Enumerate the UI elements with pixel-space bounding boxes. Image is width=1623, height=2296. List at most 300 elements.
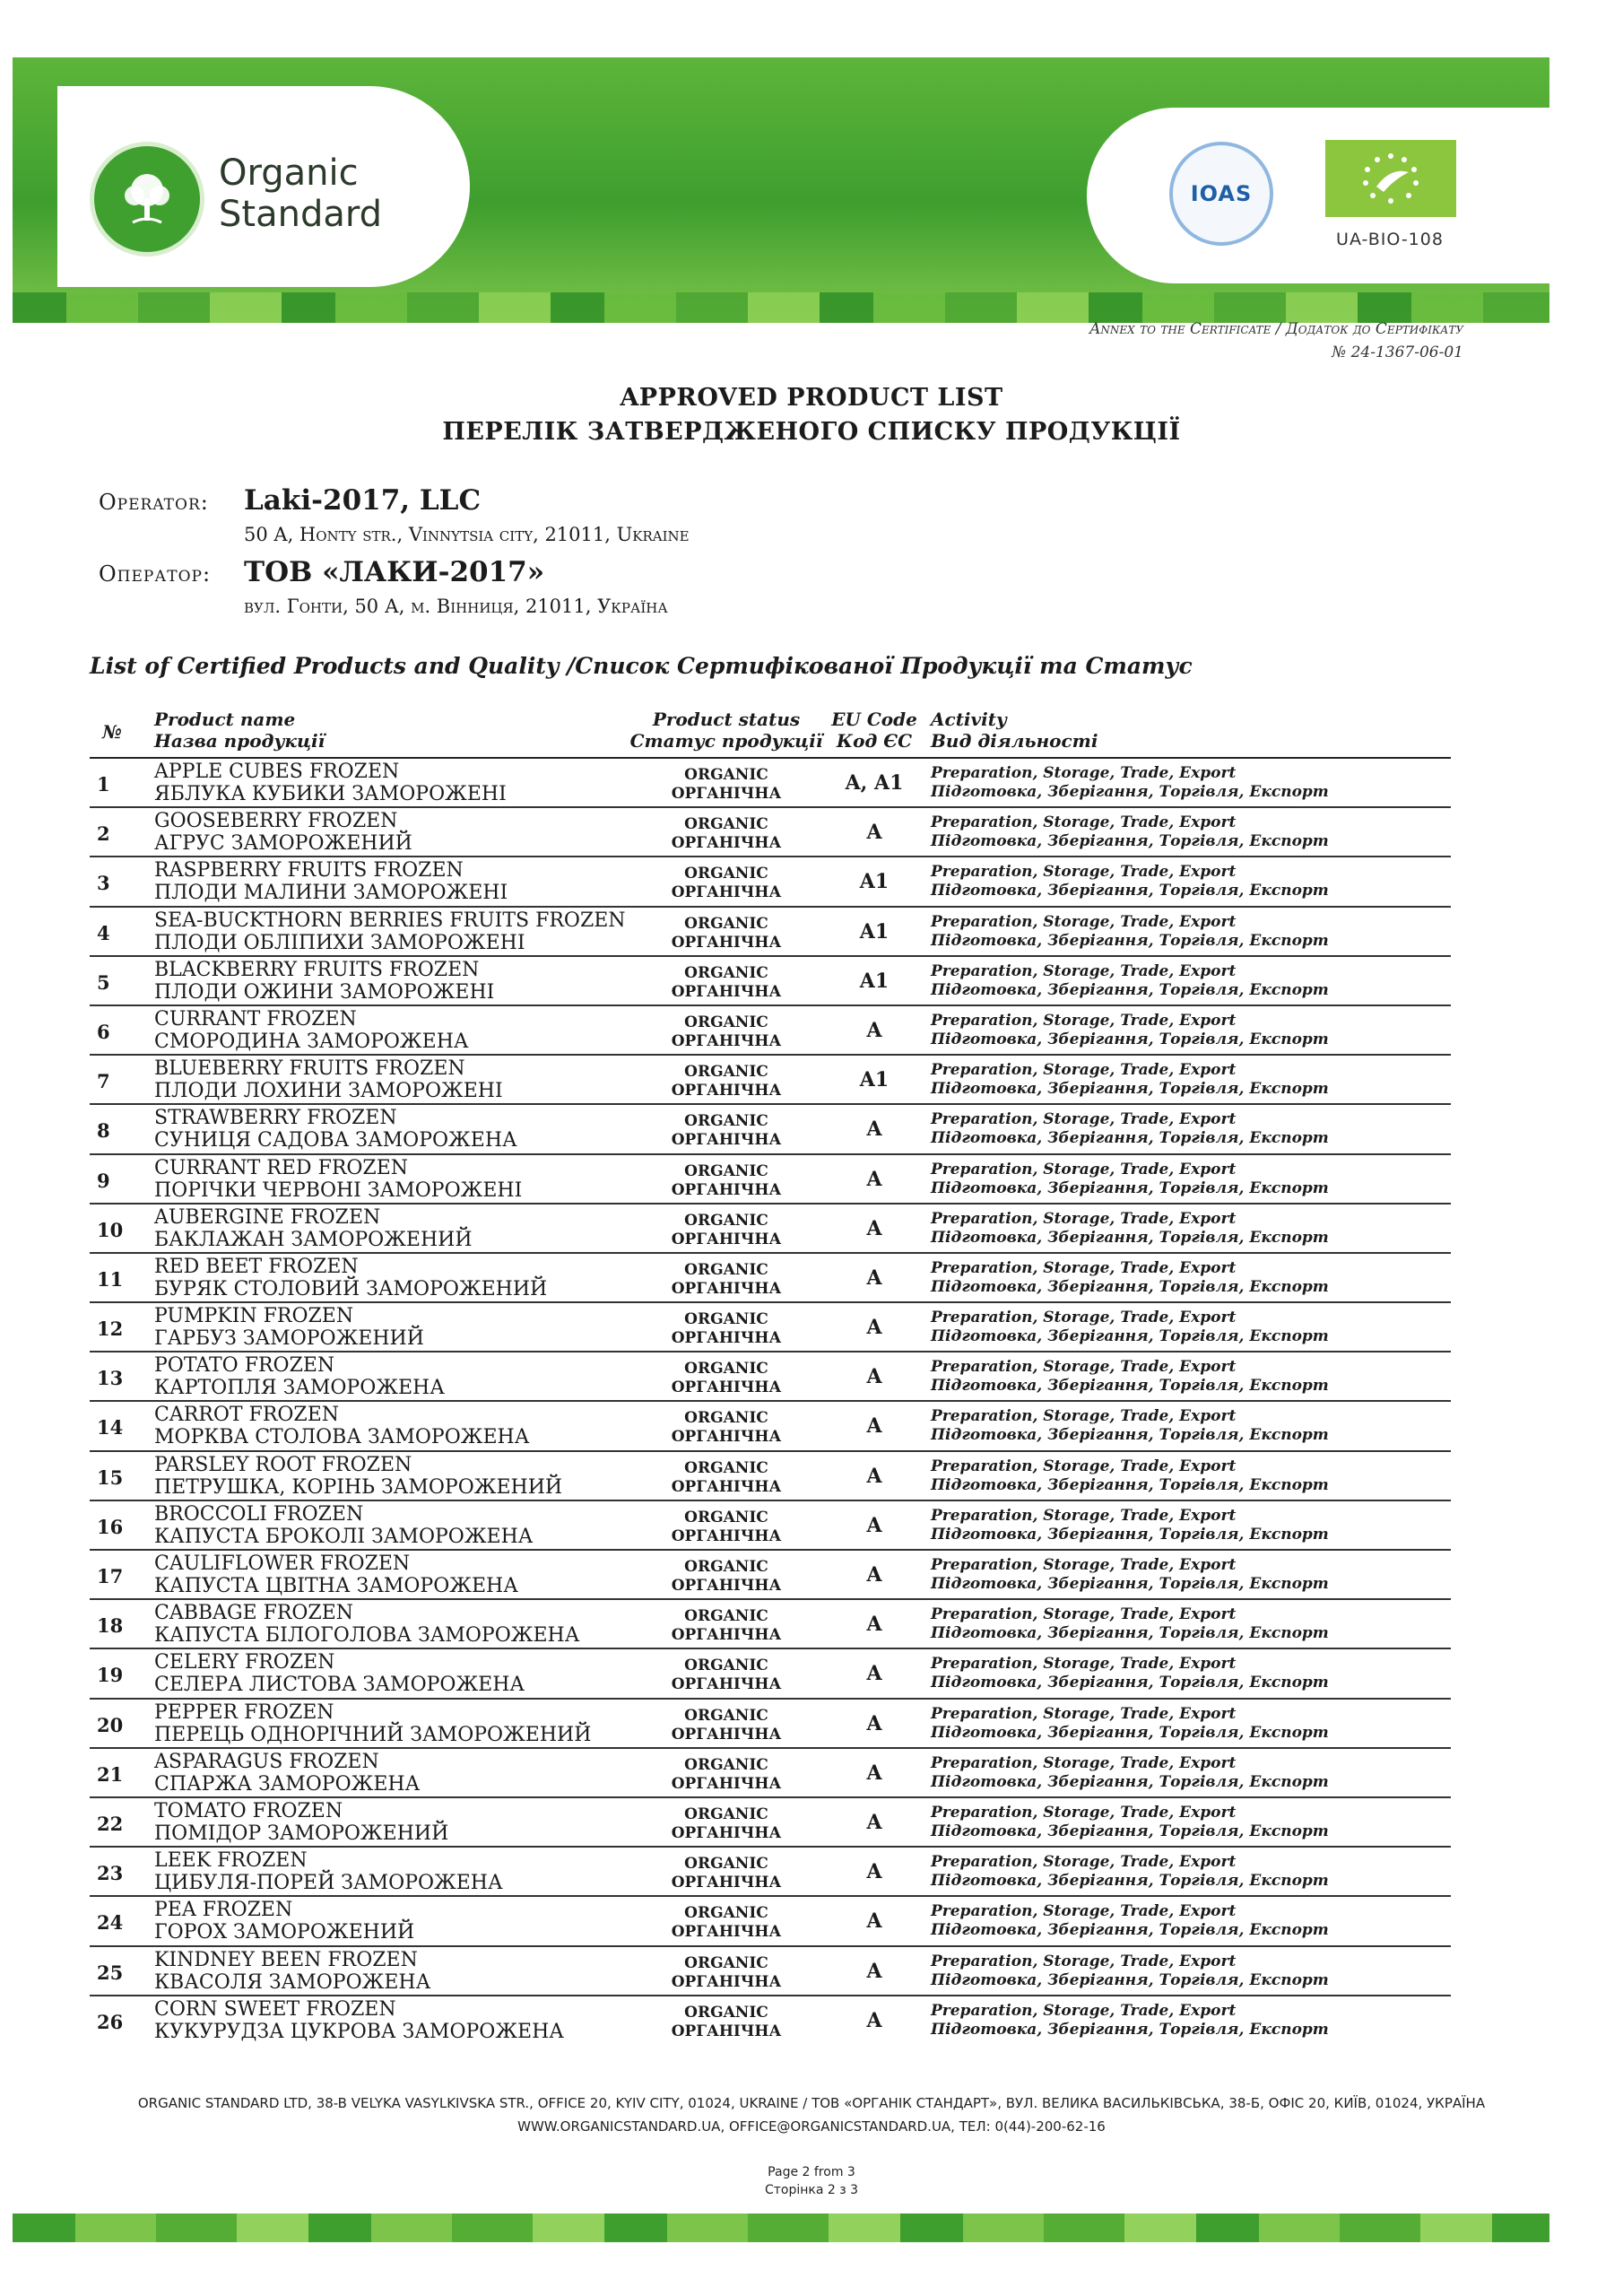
table-row <box>90 1700 1451 1749</box>
product-name-ua: АГРУС ЗАМОРОЖЕНИЙ <box>154 832 412 856</box>
page-number <box>0 2163 1623 2199</box>
table-row <box>90 1848 1451 1897</box>
product-name <box>154 1899 692 1944</box>
product-status-en: ORGANIC <box>684 1508 768 1526</box>
row-number: 23 <box>97 1862 124 1885</box>
row-number: 3 <box>97 872 110 895</box>
header-activity-en: Activity <box>931 709 1007 730</box>
product-name-en: ASPARAGUS FROZEN <box>154 1750 379 1773</box>
product-status <box>619 1409 834 1447</box>
eu-code: A <box>866 1265 882 1290</box>
table-row <box>90 1996 1451 2046</box>
activity-ua: Підготовка, Зберігання, Торгівля, Експорт <box>931 1475 1329 1494</box>
product-name-ua: СЕЛЕРА ЛИСТОВА ЗАМОРОЖЕНА <box>154 1674 525 1697</box>
annex-title: Annex to the Certificate / Додаток до Сертифікату <box>1089 320 1463 338</box>
product-name-en: BROCCOLI FROZEN <box>154 1502 364 1526</box>
product-status-ua: ОРГАНІЧНА <box>671 834 782 853</box>
product-name-en: BLACKBERRY FRUITS FROZEN <box>154 958 480 981</box>
row-number: 17 <box>97 1565 124 1587</box>
table-row <box>90 1501 1451 1551</box>
eu-code: A <box>866 1959 882 1983</box>
table-row <box>90 1947 1451 1996</box>
activity-en: Preparation, Storage, Trade, Export <box>931 1358 1237 1377</box>
product-status <box>619 1707 834 1744</box>
product-name <box>154 1602 692 1647</box>
product-status-en: ORGANIC <box>684 1657 768 1675</box>
product-status <box>619 1855 834 1892</box>
activity-en: Preparation, Storage, Trade, Export <box>931 1605 1237 1624</box>
row-number: 24 <box>97 1911 124 1935</box>
certification-panel <box>1087 108 1549 283</box>
product-name <box>154 1751 692 1796</box>
product-status-ua: ОРГАНІЧНА <box>671 933 782 952</box>
row-number: 7 <box>97 1070 110 1093</box>
product-name-en: RASPBERRY FRUITS FROZEN <box>154 859 464 883</box>
activity <box>931 1902 1451 1940</box>
product-name <box>154 1503 692 1548</box>
product-name-en: CAULIFLOWER FROZEN <box>154 1552 411 1575</box>
activity <box>931 1952 1451 1990</box>
product-status-ua: ОРГАНІЧНА <box>671 1082 782 1100</box>
product-name-en: CABBAGE FROZEN <box>154 1602 354 1625</box>
eu-code: A <box>866 1613 882 1637</box>
product-name-ua: ГОРОХ ЗАМОРОЖЕНИЙ <box>154 1921 415 1944</box>
activity-en: Preparation, Storage, Trade, Export <box>931 1803 1237 1822</box>
activity-en: Preparation, Storage, Trade, Export <box>931 1853 1237 1872</box>
product-status-ua: ОРГАНІЧНА <box>671 1230 782 1248</box>
table-row <box>90 1897 1451 1946</box>
product-status <box>619 1261 834 1299</box>
activity-en: Preparation, Storage, Trade, Export <box>931 764 1237 782</box>
product-name-en: PEA FROZEN <box>154 1899 293 1922</box>
row-number: 26 <box>97 2010 124 2033</box>
product-status-ua: ОРГАНІЧНА <box>671 1874 782 1892</box>
product-status-en: ORGANIC <box>684 914 768 933</box>
product-name-ua: СПАРЖА ЗАМОРОЖЕНА <box>154 1772 421 1796</box>
activity-ua: Підготовка, Зберігання, Торгівля, Експорт <box>931 882 1329 900</box>
activity <box>931 1161 1451 1198</box>
product-name <box>154 1998 692 2043</box>
product-status-en: ORGANIC <box>684 1805 768 1823</box>
eu-code: A <box>866 1018 882 1042</box>
table-row <box>90 1649 1451 1699</box>
product-name-ua: ПОМІДОР ЗАМОРОЖЕНИЙ <box>154 1822 449 1845</box>
product-status-en: ORGANIC <box>684 1855 768 1874</box>
eu-code: A <box>866 1167 882 1191</box>
activity-ua: Підготовка, Зберігання, Торгівля, Експорт <box>931 1426 1329 1445</box>
product-status <box>619 1954 834 1992</box>
product-status-en: ORGANIC <box>684 1904 768 1923</box>
product-name-en: KINDNEY BEEN FROZEN <box>154 1948 418 1971</box>
operator-name-en: Laki-2017, LLC <box>244 484 482 517</box>
header-no: № <box>102 721 122 743</box>
table-header <box>90 707 1451 759</box>
operator-label-en: Operator: <box>99 490 209 515</box>
eu-code: A <box>866 1365 882 1389</box>
activity <box>931 1061 1451 1099</box>
activity <box>931 1259 1451 1297</box>
activity <box>931 962 1451 1000</box>
activity <box>931 1605 1451 1643</box>
brand-name: Organic Standard <box>219 152 382 235</box>
activity-ua: Підготовка, Зберігання, Торгівля, Експорт <box>931 1129 1329 1148</box>
product-status-en: ORGANIC <box>684 1458 768 1477</box>
activity-ua: Підготовка, Зберігання, Торгівля, Експорт <box>931 1030 1329 1048</box>
product-name-en: RED BEET FROZEN <box>154 1255 359 1278</box>
eu-organic-leaf-icon <box>1325 140 1456 217</box>
product-status-ua: ОРГАНІЧНА <box>671 1526 782 1545</box>
operator-address-en: 50 A, Honty str., Vinnytsia city, 21011, Ukraine <box>244 524 690 545</box>
row-number: 6 <box>97 1020 110 1043</box>
activity-ua: Підготовка, Зберігання, Торгівля, Експорт <box>931 1575 1329 1593</box>
product-status <box>619 1904 834 1942</box>
product-status-en: ORGANIC <box>684 1360 768 1378</box>
product-name-ua: ПЛОДИ ЛОХИНИ ЗАМОРОЖЕНІ <box>154 1080 503 1103</box>
activity-en: Preparation, Storage, Trade, Export <box>931 1704 1237 1723</box>
product-status <box>619 2004 834 2041</box>
product-name <box>154 859 692 904</box>
activity <box>931 1457 1451 1495</box>
activity-en: Preparation, Storage, Trade, Export <box>931 1160 1237 1178</box>
product-name <box>154 1552 692 1597</box>
activity-en: Preparation, Storage, Trade, Export <box>931 1506 1237 1525</box>
row-number: 9 <box>97 1169 110 1192</box>
eu-code: A <box>866 1761 882 1785</box>
product-status-ua: ОРГАНІЧНА <box>671 1378 782 1397</box>
activity <box>931 1804 1451 1841</box>
eu-code: A, A1 <box>845 771 904 795</box>
product-status-en: ORGANIC <box>684 1755 768 1774</box>
operator-name-ua: ТОВ «ЛАКИ-2017» <box>244 556 545 588</box>
activity <box>931 1358 1451 1396</box>
eu-code: A <box>866 1118 882 1142</box>
product-status-en: ORGANIC <box>684 1112 768 1131</box>
product-name-en: BLUEBERRY FRUITS FROZEN <box>154 1057 465 1081</box>
product-status <box>619 964 834 1002</box>
product-status <box>619 1013 834 1051</box>
activity-ua: Підготовка, Зберігання, Торгівля, Експорт <box>931 1277 1329 1296</box>
eu-code: A1 <box>859 1068 890 1092</box>
product-name-en: POTATO FROZEN <box>154 1354 335 1378</box>
activity-ua: Підготовка, Зберігання, Торгівля, Експорт <box>931 1674 1329 1692</box>
product-status <box>619 915 834 952</box>
operator-address-ua: вул. Гонти, 50 А, м. Вінниця, 21011, Україна <box>244 596 668 617</box>
product-name <box>154 1107 692 1152</box>
product-name-ua: ГАРБУЗ ЗАМОРОЖЕНИЙ <box>154 1327 424 1351</box>
table-row <box>90 1749 1451 1798</box>
product-name <box>154 810 692 855</box>
row-number: 4 <box>97 921 110 944</box>
activity-en: Preparation, Storage, Trade, Export <box>931 1407 1237 1426</box>
product-status-en: ORGANIC <box>684 2003 768 2022</box>
annex-reference <box>1089 317 1463 364</box>
product-name-en: CURRANT FROZEN <box>154 1007 357 1031</box>
product-status-ua: ОРГАНІЧНА <box>671 785 782 803</box>
product-status-en: ORGANIC <box>684 1013 768 1031</box>
product-status-en: ORGANIC <box>684 1260 768 1279</box>
product-status-en: ORGANIC <box>684 1558 768 1576</box>
product-status <box>619 1360 834 1397</box>
product-name <box>154 959 692 1004</box>
activity-en: Preparation, Storage, Trade, Export <box>931 912 1237 931</box>
header-name-en: Product name <box>154 709 296 730</box>
product-name-ua: ЦИБУЛЯ-ПОРЕЙ ЗАМОРОЖЕНА <box>154 1872 503 1895</box>
product-name <box>154 1651 692 1696</box>
product-status-en: ORGANIC <box>684 1211 768 1230</box>
eu-code: A1 <box>859 919 890 944</box>
activity <box>931 1210 1451 1248</box>
header-status-en: Product status <box>652 709 801 730</box>
product-name <box>154 1206 692 1251</box>
product-name <box>154 1057 692 1102</box>
product-status <box>619 766 834 804</box>
table-row <box>90 1303 1451 1352</box>
eu-code: A <box>866 1909 882 1934</box>
activity <box>931 764 1451 802</box>
row-number: 14 <box>97 1416 124 1439</box>
certificate-number: № 24-1367-06-01 <box>1332 344 1463 361</box>
product-status-ua: ОРГАНІЧНА <box>671 1428 782 1447</box>
eu-code: A <box>866 2008 882 2032</box>
product-name-ua: ПЛОДИ ОЖИНИ ЗАМОРОЖЕНІ <box>154 980 495 1004</box>
product-name <box>154 1404 692 1448</box>
product-status-en: ORGANIC <box>684 1310 768 1329</box>
product-status-en: ORGANIC <box>684 1409 768 1428</box>
activity-ua: Підготовка, Зберігання, Торгівля, Експорт <box>931 1822 1329 1840</box>
product-name-en: SEA-BUCKTHORN BERRIES FRUITS FROZEN <box>154 909 626 932</box>
eu-code: A <box>866 1216 882 1240</box>
product-status-ua: ОРГАНІЧНА <box>671 1180 782 1199</box>
activity-en: Preparation, Storage, Trade, Export <box>931 1556 1237 1574</box>
activity <box>931 863 1451 900</box>
header-activity <box>931 709 1098 752</box>
activity-ua: Підготовка, Зберігання, Торгівля, Експорт <box>931 1327 1329 1346</box>
table-row <box>90 908 1451 957</box>
product-name-ua: БАКЛАЖАН ЗАМОРОЖЕНИЙ <box>154 1228 473 1251</box>
row-number: 18 <box>97 1614 124 1638</box>
activity-ua: Підготовка, Зберігання, Торгівля, Експорт <box>931 980 1329 999</box>
product-name-ua: СМОРОДИНА ЗАМОРОЖЕНА <box>154 1030 469 1053</box>
activity-en: Preparation, Storage, Trade, Export <box>931 863 1237 882</box>
product-name-ua: КВАСОЛЯ ЗАМОРОЖЕНА <box>154 1970 431 1994</box>
activity-ua: Підготовка, Зберігання, Торгівля, Експорт <box>931 1178 1329 1197</box>
table-row <box>90 957 1451 1006</box>
footer-address: ORGANIC STANDARD LTD, 38-B VELYKA VASYLKIVSKA STR., OFFICE 20, KYIV CITY, 01024, UKRAINE / ТОВ «ОРГАНІК СТАНДАРТ», ВУЛ. ВЕЛИКА ВАСИЛЬКІВСЬКА, 38-Б, ОФІС 20, КИЇВ, 01024, УКРАЇНА <box>137 2095 1486 2111</box>
product-name-en: CELERY FROZEN <box>154 1651 335 1674</box>
activity-ua: Підготовка, Зберігання, Торгівля, Експорт <box>931 832 1329 851</box>
product-status <box>619 865 834 902</box>
product-name-ua: СУНИЦЯ САДОВА ЗАМОРОЖЕНА <box>154 1129 517 1152</box>
product-name-en: PUMPKIN FROZEN <box>154 1305 354 1328</box>
activity-ua: Підготовка, Зберігання, Торгівля, Експорт <box>931 1921 1329 1940</box>
table-row <box>90 1155 1451 1205</box>
product-status <box>619 1459 834 1497</box>
row-number: 1 <box>97 773 110 796</box>
activity-ua: Підготовка, Зберігання, Торгівля, Експорт <box>931 1377 1329 1396</box>
product-status-ua: ОРГАНІЧНА <box>671 1675 782 1694</box>
product-name-ua: ЯБЛУКА КУБИКИ ЗАМОРОЖЕНІ <box>154 783 507 805</box>
activity <box>931 1407 1451 1445</box>
product-table <box>90 759 1451 2046</box>
activity-en: Preparation, Storage, Trade, Export <box>931 1110 1237 1129</box>
activity-ua: Підготовка, Зберігання, Торгівля, Експорт <box>931 783 1329 801</box>
product-status <box>619 1310 834 1348</box>
product-status <box>619 1607 834 1645</box>
eu-code: A <box>866 1464 882 1488</box>
product-status <box>619 1657 834 1694</box>
product-name-ua: МОРКВА СТОЛОВА ЗАМОРОЖЕНА <box>154 1426 530 1449</box>
activity <box>931 1012 1451 1049</box>
eu-code: A1 <box>859 969 890 993</box>
activity-en: Preparation, Storage, Trade, Export <box>931 1457 1237 1475</box>
header-code-ua: Код ЄС <box>836 730 913 752</box>
eu-code: A <box>866 821 882 845</box>
activity-ua: Підготовка, Зберігання, Торгівля, Експорт <box>931 1772 1329 1791</box>
eu-code: A <box>866 1513 882 1537</box>
header-status <box>619 709 834 752</box>
product-status <box>619 1212 834 1249</box>
product-name-en: PARSLEY ROOT FROZEN <box>154 1453 412 1476</box>
eu-code-label: UA-BIO-108 <box>1336 230 1444 249</box>
eu-code: A <box>866 1563 882 1587</box>
page-number-en: Page 2 from 3 <box>768 2165 855 2179</box>
activity-en: Preparation, Storage, Trade, Export <box>931 1655 1237 1674</box>
activity-en: Preparation, Storage, Trade, Export <box>931 1952 1237 1970</box>
product-name-ua: ПЕРЕЦЬ ОДНОРІЧНИЙ ЗАМОРОЖЕНИЙ <box>154 1723 592 1746</box>
header-eu-code <box>825 709 924 752</box>
operator-label-ua: Оператор: <box>99 561 212 587</box>
row-number: 13 <box>97 1367 124 1390</box>
product-status-ua: ОРГАНІЧНА <box>671 1329 782 1348</box>
header-code-en: EU Code <box>831 709 917 730</box>
product-status-en: ORGANIC <box>684 963 768 982</box>
eu-code: A <box>866 1711 882 1735</box>
eu-code: A <box>866 1860 882 1884</box>
tree-logo-icon <box>90 142 204 257</box>
footer-band <box>13 2213 1549 2242</box>
table-row <box>90 1402 1451 1451</box>
product-name-en: GOOSEBERRY FROZEN <box>154 810 398 833</box>
table-row <box>90 1352 1451 1402</box>
activity <box>931 2002 1451 2039</box>
product-status-ua: ОРГАНІЧНА <box>671 1626 782 1645</box>
product-status-ua: ОРГАНІЧНА <box>671 1823 782 1842</box>
eu-code: A1 <box>859 870 890 894</box>
eu-code: A <box>866 1414 882 1439</box>
product-status <box>619 1509 834 1546</box>
product-name <box>154 1949 692 1994</box>
activity-en: Preparation, Storage, Trade, Export <box>931 1902 1237 1921</box>
product-name <box>154 1305 692 1350</box>
product-status-en: ORGANIC <box>684 1063 768 1082</box>
page-number-ua: Сторінка 2 з 3 <box>764 2183 859 2197</box>
product-name-ua: ПЛОДИ ОБЛІПИХИ ЗАМОРОЖЕНІ <box>154 931 525 954</box>
activity <box>931 1853 1451 1891</box>
product-name-en: CORN SWEET FROZEN <box>154 1997 396 2021</box>
row-number: 25 <box>97 1961 124 1984</box>
product-name <box>154 761 692 805</box>
product-name-en: CARROT FROZEN <box>154 1404 340 1427</box>
list-caption: List of Certified Products and Quality /Список Сертифікованої Продукції та Статус <box>90 653 1193 679</box>
product-name-en: AUBERGINE FROZEN <box>154 1205 381 1229</box>
product-status-ua: ОРГАНІЧНА <box>671 1972 782 1991</box>
product-status-ua: ОРГАНІЧНА <box>671 1923 782 1942</box>
activity <box>931 1655 1451 1692</box>
row-number: 16 <box>97 1515 124 1538</box>
product-status <box>619 1112 834 1150</box>
activity-en: Preparation, Storage, Trade, Export <box>931 1753 1237 1772</box>
page-title-en: APPROVED PRODUCT LIST <box>620 384 1003 412</box>
row-number: 5 <box>97 970 110 994</box>
table-row <box>90 1600 1451 1649</box>
table-row <box>90 1205 1451 1254</box>
table-row <box>90 808 1451 857</box>
product-status-ua: ОРГАНІЧНА <box>671 1279 782 1298</box>
table-row <box>90 1254 1451 1303</box>
activity-ua: Підготовка, Зберігання, Торгівля, Експорт <box>931 1872 1329 1891</box>
header-name-ua: Назва продукції <box>154 730 325 752</box>
product-name-ua: КАПУСТА БРОКОЛІ ЗАМОРОЖЕНА <box>154 1525 534 1548</box>
product-name <box>154 1800 692 1845</box>
product-name <box>154 1454 692 1499</box>
table-row <box>90 1798 1451 1848</box>
product-name-en: PEPPER FROZEN <box>154 1700 334 1724</box>
activity-en: Preparation, Storage, Trade, Export <box>931 1258 1237 1277</box>
product-status-ua: ОРГАНІЧНА <box>671 1477 782 1496</box>
activity-en: Preparation, Storage, Trade, Export <box>931 2001 1237 2020</box>
activity-ua: Підготовка, Зберігання, Торгівля, Експорт <box>931 1723 1329 1742</box>
row-number: 10 <box>97 1218 124 1241</box>
row-number: 19 <box>97 1664 124 1687</box>
activity <box>931 1754 1451 1792</box>
product-name-en: STRAWBERRY FROZEN <box>154 1107 397 1130</box>
table-row <box>90 1551 1451 1600</box>
activity-en: Preparation, Storage, Trade, Export <box>931 1209 1237 1228</box>
activity-en: Preparation, Storage, Trade, Export <box>931 961 1237 980</box>
product-status <box>619 1558 834 1596</box>
product-name <box>154 1354 692 1399</box>
footer-contacts: WWW.ORGANICSTANDARD.UA, OFFICE@ORGANICSTANDARD.UA, ТЕЛ: 0(44)-200-62-16 <box>517 2118 1106 2135</box>
activity-en: Preparation, Storage, Trade, Export <box>931 1061 1237 1080</box>
page-title-ua: ПЕРЕЛІК ЗАТВЕРДЖЕНОГО СПИСКУ ПРОДУКЦІЇ <box>442 418 1181 446</box>
product-name-en: LEEK FROZEN <box>154 1849 308 1873</box>
product-name <box>154 909 692 954</box>
header-activity-ua: Вид діяльності <box>931 730 1098 752</box>
product-status <box>619 815 834 853</box>
row-number: 8 <box>97 1119 110 1143</box>
activity <box>931 913 1451 951</box>
activity-en: Preparation, Storage, Trade, Export <box>931 1309 1237 1327</box>
row-number: 21 <box>97 1762 124 1786</box>
activity-en: Preparation, Storage, Trade, Export <box>931 813 1237 832</box>
activity-ua: Підготовка, Зберігання, Торгівля, Експорт <box>931 1525 1329 1544</box>
product-status <box>619 1805 834 1843</box>
eu-code: A <box>866 1316 882 1340</box>
activity <box>931 1110 1451 1148</box>
ioas-label: IOAS <box>1190 181 1253 206</box>
product-status-ua: ОРГАНІЧНА <box>671 883 782 902</box>
activity <box>931 1507 1451 1544</box>
row-number: 20 <box>97 1713 124 1736</box>
product-status <box>619 1063 834 1100</box>
product-name <box>154 1157 692 1202</box>
eu-code: A <box>866 1810 882 1834</box>
product-name-ua: ПЕТРУШКА, КОРІНЬ ЗАМОРОЖЕНИЙ <box>154 1475 563 1499</box>
row-number: 11 <box>97 1267 124 1291</box>
product-status-en: ORGANIC <box>684 1953 768 1972</box>
activity-en: Preparation, Storage, Trade, Export <box>931 1011 1237 1030</box>
activity-ua: Підготовка, Зберігання, Торгівля, Експорт <box>931 1080 1329 1099</box>
